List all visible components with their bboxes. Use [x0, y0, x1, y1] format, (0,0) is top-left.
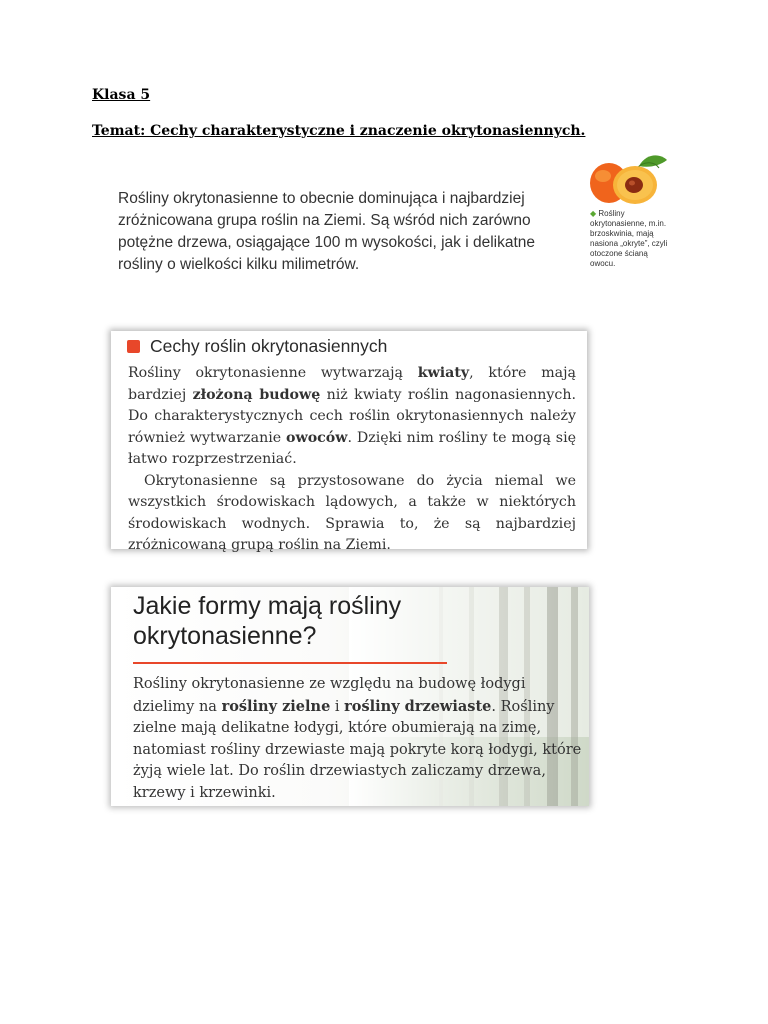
peach-caption [590, 209, 672, 269]
bold-term: kwiaty [417, 365, 470, 381]
square-bullet-icon [127, 340, 140, 353]
text-span: . Dzięki nim rośliny te mogą się łatwo rozprzestrzeniać. [128, 429, 576, 467]
text-span: Rośliny okrytonasienne wytwarzają [128, 365, 418, 381]
diamond-marker-icon: ◆ [590, 209, 597, 218]
class-label: Klasa 5 [92, 87, 151, 103]
peach-illustration [587, 150, 669, 208]
topic-title: Temat: Cechy charakterystyczne i znaczenie okrytonasiennych. [92, 123, 586, 139]
forms-box-title: Jakie formy mają rośliny okrytonasienne? [133, 592, 402, 650]
bold-term: owoców [286, 429, 348, 446]
features-box [111, 331, 587, 553]
text-span: Rośliny okrytonasienne ze względu na budowę łodygi dzielimy na [133, 676, 526, 715]
text-span: niż kwiaty roślin nagonasiennych. Do charakterystycznych cech roślin okrytonasiennych należy również wytwarzanie [128, 386, 576, 446]
bold-term: rośliny drzewiaste [344, 697, 492, 715]
bold-term: złożoną budowę [192, 386, 321, 403]
text-span: i [330, 698, 345, 715]
features-box-title-text: Cechy roślin okrytonasiennych [150, 336, 388, 356]
features-paragraph-2: Okrytonasienne są przystosowane do życia niemal we wszystkich środowiskach lądowych, a także w niektórych środowiskach wodnych. Sprawia to, że są najbardziej zróżnicowaną grupą roślin na Ziemi. [128, 472, 576, 553]
forms-box [111, 587, 589, 806]
features-paragraph-1 [128, 363, 576, 471]
bold-term: rośliny zielne [221, 697, 331, 715]
features-box-title [127, 336, 387, 357]
title-underline [133, 662, 447, 664]
features-box-text [128, 363, 576, 557]
text-span: . Rośliny zielne mają delikatne łodygi, które obumierają na zimę, natomiast rośliny drzewiaste mają pokryte korą łodygi, które żyją wiele lat. Do roślin drzewiastych zaliczamy drzewa, krzewy i krzewinki. [133, 698, 582, 801]
intro-paragraph: Rośliny okrytonasienne to obecnie dominująca i najbardziej zróżnicowana grupa roślin na Ziemi. Są wśród nich zarówno potężne drzewa, osiągające 100 m wysokości, jak i delikatne rośliny o wielkości kilku milimetrów. [118, 190, 536, 273]
forms-box-text [133, 674, 583, 804]
text-span: , które mają bardziej [128, 365, 576, 403]
peach-caption-text: Rośliny okrytonasienne, m.in. brzoskwinia, mają nasiona „okryte”, czyli otoczone ścianą owocu. [590, 209, 668, 268]
